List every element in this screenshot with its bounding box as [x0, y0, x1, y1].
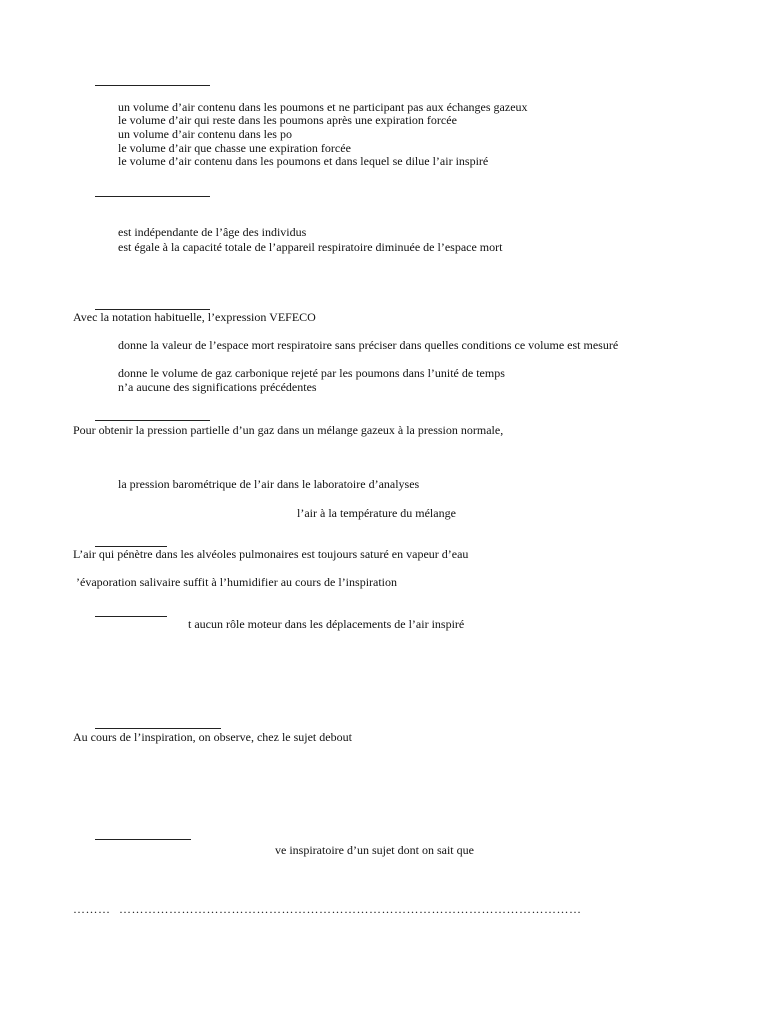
- q1-line-4: le volume d’air que chasse une expiration forcée: [118, 141, 351, 155]
- q6-title-underline: [95, 616, 167, 617]
- q8-stem-fragment: ve inspiratoire d’un sujet dont on sait que: [275, 843, 474, 857]
- q4-title-underline: [95, 420, 210, 421]
- q3-option-c: n’a aucune des significations précédentes: [118, 380, 317, 394]
- q4-stem: Pour obtenir la pression partielle d’un gaz dans un mélange gazeux à la pression normale,: [73, 423, 504, 437]
- q7-stem: Au cours de l’inspiration, on observe, chez le sujet debout: [73, 730, 352, 744]
- q1-line-2: le volume d’air qui reste dans les poumons après une expiration forcée: [118, 113, 457, 127]
- q1-line-3: un volume d’air contenu dans les po: [118, 127, 292, 141]
- q5-stem: L’air qui pénètre dans les alvéoles pulmonaires est toujours saturé en vapeur d’eau: [73, 547, 469, 561]
- q8-title-underline: [95, 839, 191, 840]
- q4-option-b: l’air à la température du mélange: [297, 506, 456, 520]
- q2-line-1: est indépendante de l’âge des individus: [118, 225, 307, 239]
- q5-option-a: ’évaporation salivaire suffit à l’humidifier au cours de l’inspiration: [76, 575, 398, 589]
- q2-title-underline: [95, 196, 210, 197]
- q7-title-underline: [95, 728, 221, 729]
- q2-line-2: est égale à la capacité totale de l’appareil respiratoire diminuée de l’espace mort: [118, 240, 503, 254]
- q4-option-a: la pression barométrique de l’air dans le laboratoire d’analyses: [118, 477, 420, 491]
- q3-option-a: donne la valeur de l’espace mort respiratoire sans préciser dans quelles conditions ce volume est mesuré: [118, 338, 619, 352]
- q6-option-a: t aucun rôle moteur dans les déplacements de l’air inspiré: [188, 617, 465, 631]
- q3-stem: Avec la notation habituelle, l’expression VEFECO: [73, 310, 316, 324]
- q1-line-5: le volume d’air contenu dans les poumons et dans lequel se dilue l’air inspiré: [118, 154, 489, 168]
- q1-line-1: un volume d’air contenu dans les poumons et ne participant pas aux échanges gazeux: [118, 100, 528, 114]
- dotted-line-short: ………: [73, 902, 111, 916]
- q3-option-b: donne le volume de gaz carbonique rejeté par les poumons dans l’unité de temps: [118, 366, 505, 380]
- q1-title-underline: [95, 85, 210, 86]
- dotted-line-long: …………………………………………………………………………………………………: [119, 902, 582, 916]
